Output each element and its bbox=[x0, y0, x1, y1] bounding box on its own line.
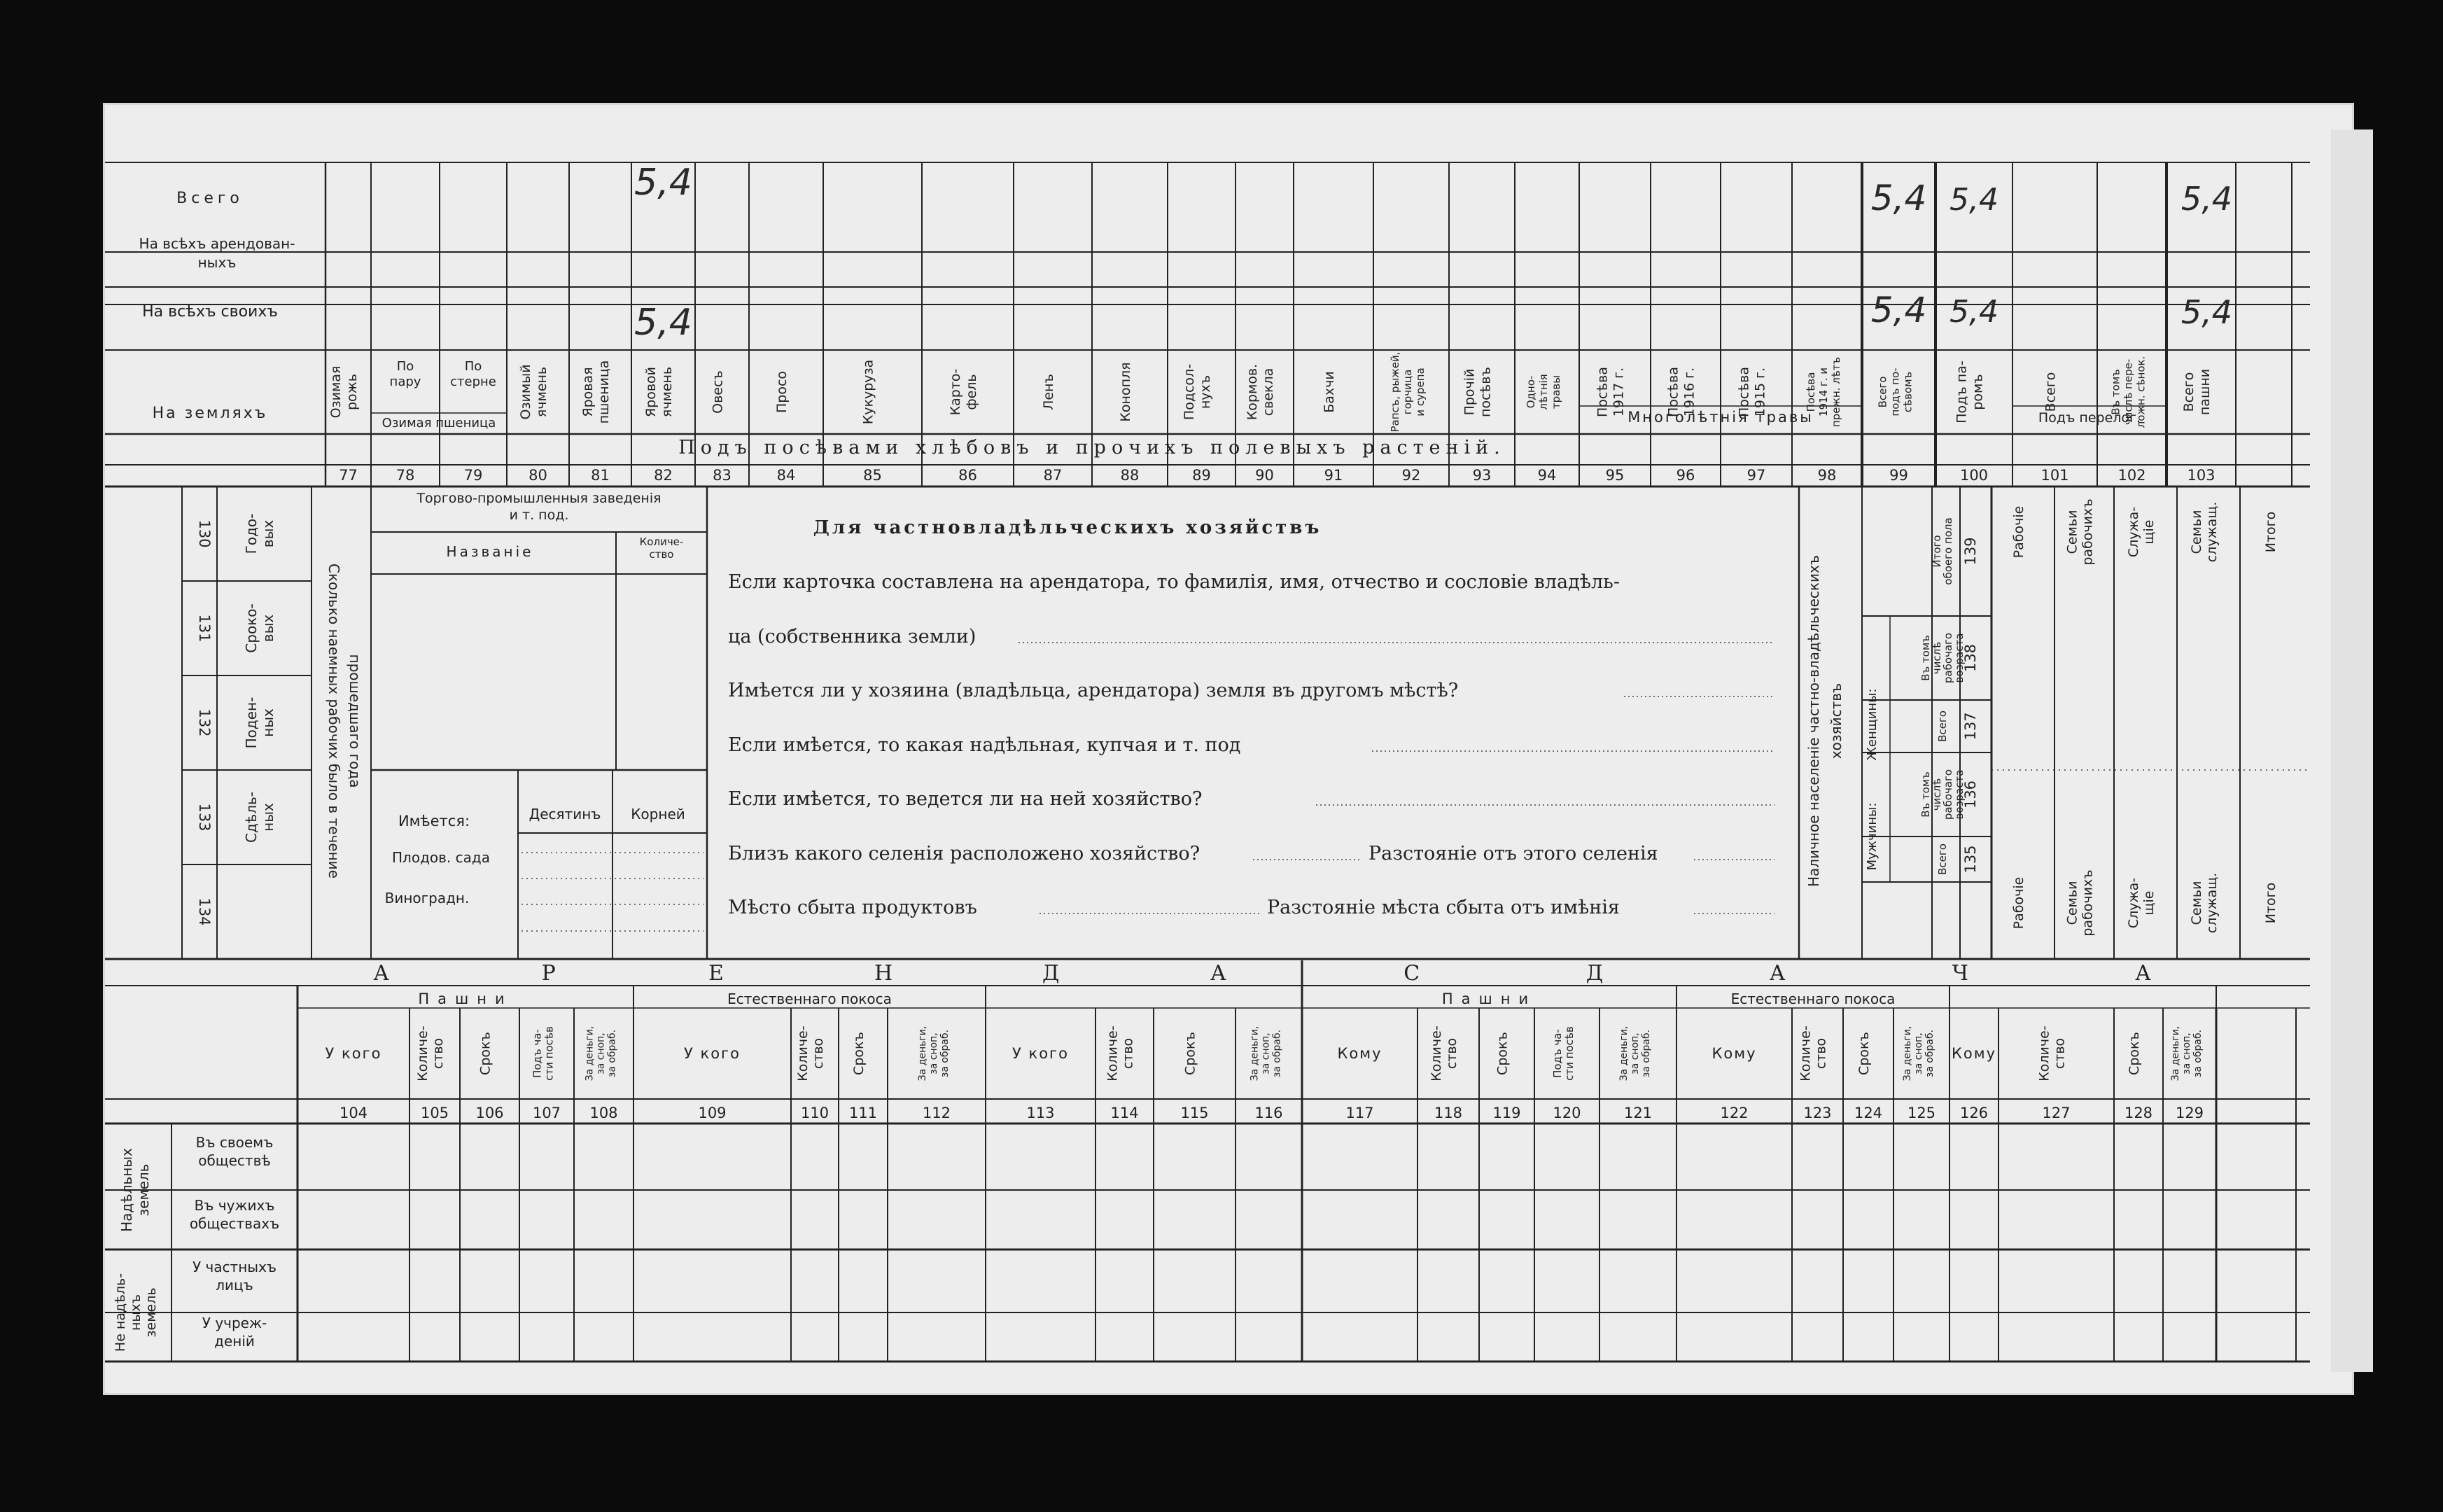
bottom-column-header: Кому bbox=[1712, 1045, 1757, 1062]
row-label-svoih: На всѣхъ своихъ bbox=[142, 303, 278, 321]
column-header: 1916 г. bbox=[1681, 367, 1698, 417]
column-number: 103 bbox=[2187, 467, 2216, 484]
left-column-number: 134 bbox=[196, 897, 213, 926]
column-header: Кормов. bbox=[1245, 363, 1261, 421]
column-header: Посѣва bbox=[1736, 367, 1752, 417]
column-number: 85 bbox=[863, 467, 882, 484]
column-header: посѣвъ bbox=[1478, 367, 1494, 417]
bottom-row-label: лицъ bbox=[216, 1277, 253, 1294]
workers-column-header: служащ. bbox=[2204, 501, 2220, 563]
question-text: Имѣется ли у хозяина (владѣльца, арендатора) земля въ другомъ мѣстѣ? bbox=[728, 680, 1459, 701]
column-number: 92 bbox=[1401, 467, 1421, 484]
bottom-column-number: 122 bbox=[1720, 1105, 1749, 1121]
bottom-column-header: Подъ ча- bbox=[531, 1029, 544, 1078]
column-number: 98 bbox=[1817, 467, 1837, 484]
column-number: 99 bbox=[1889, 467, 1908, 484]
bottom-column-number: 121 bbox=[1623, 1105, 1653, 1121]
column-header: ячмень bbox=[533, 366, 550, 418]
bottom-column-number: 119 bbox=[1492, 1105, 1521, 1121]
column-header: и сурепа bbox=[1414, 368, 1427, 416]
population-column-number: 137 bbox=[1962, 712, 1979, 741]
bottom-column-header: за сноп, bbox=[1630, 1032, 1641, 1074]
bottom-column-header: за сноп, bbox=[1260, 1032, 1272, 1074]
column-header: 1917 г. bbox=[1611, 367, 1627, 417]
population-column-header: обоего пола bbox=[1942, 517, 1954, 585]
column-header: пшеница bbox=[596, 360, 612, 424]
left-column-number: 132 bbox=[196, 708, 213, 737]
hw-vsego-99: 5,4 bbox=[1870, 178, 1927, 218]
bottom-column-header: За деньги, bbox=[584, 1026, 596, 1082]
workers-column-header: Семьи bbox=[2064, 881, 2080, 925]
column-header: ложн. сѣнок. bbox=[2134, 356, 2148, 428]
bottom-column-number: 106 bbox=[475, 1105, 504, 1121]
pokos-label: Естественнаго покоса bbox=[1730, 990, 1896, 1007]
column-number: 90 bbox=[1255, 467, 1274, 484]
population-caption: хозяйствъ bbox=[1828, 682, 1844, 760]
column-header: Посѣва bbox=[1595, 367, 1611, 417]
column-number: 77 bbox=[339, 467, 358, 484]
arenda-letter: А bbox=[1210, 961, 1226, 986]
question-text: Мѣсто сбыта продуктовъ bbox=[728, 897, 977, 918]
bottom-column-header: сти посѣв bbox=[542, 1026, 556, 1081]
bottom-column-header: Срокъ bbox=[477, 1032, 493, 1075]
bottom-column-header: Количе- bbox=[1798, 1026, 1814, 1082]
hw-svoih-82: 5,4 bbox=[634, 302, 692, 344]
population-column-header: числѣ bbox=[1931, 778, 1943, 811]
column-header: Всего bbox=[2181, 372, 2197, 412]
column-header: пару bbox=[389, 374, 421, 389]
column-number: 79 bbox=[463, 467, 483, 484]
population-column-header: возраста bbox=[1953, 769, 1966, 820]
bottom-column-header: Кому bbox=[1951, 1045, 1997, 1062]
bottom-column-header: за обраб. bbox=[1271, 1029, 1283, 1078]
column-number: 80 bbox=[528, 467, 547, 484]
question-text: Если карточка составлена на арендатора, то фамилія, имя, отчество и сословіе владѣль- bbox=[728, 571, 1620, 593]
population-column-header: Всего bbox=[1936, 710, 1949, 742]
column-header: Подсол- bbox=[1182, 363, 1198, 421]
population-column-number: 139 bbox=[1962, 537, 1979, 566]
arenda-letter: Д bbox=[1042, 961, 1060, 986]
column-header: лѣтнія bbox=[1537, 374, 1550, 410]
column-header: прежн. лѣтъ bbox=[1830, 356, 1842, 428]
bottom-column-number: 107 bbox=[532, 1105, 561, 1121]
population-column-header: рабочаго bbox=[1942, 632, 1954, 684]
workers-column-header: Семьи bbox=[2189, 881, 2204, 925]
population-column-number: 135 bbox=[1962, 845, 1979, 874]
left-column-label: вых bbox=[260, 519, 276, 548]
bottom-row-label: деній bbox=[214, 1333, 255, 1350]
column-header: рожь bbox=[344, 374, 360, 410]
hw-vsego-103: 5,4 bbox=[2180, 180, 2233, 218]
column-header: 1914 г. и bbox=[1817, 367, 1830, 417]
pashni-label: Пашни bbox=[418, 990, 513, 1007]
bottom-column-number: 111 bbox=[848, 1105, 878, 1121]
bottom-column-header: ство bbox=[1443, 1037, 1460, 1070]
bottom-column-header: за обраб. bbox=[1641, 1029, 1653, 1078]
column-number: 95 bbox=[1605, 467, 1625, 484]
bottom-column-header: за обраб. bbox=[2192, 1029, 2204, 1078]
bottom-column-number: 108 bbox=[589, 1105, 618, 1121]
bottom-column-header: Срокъ bbox=[2127, 1032, 2142, 1075]
column-header: Озимый bbox=[518, 364, 534, 420]
hired-workers-caption: Сколько наемных рабочих было в течение bbox=[326, 564, 342, 878]
column-number: 87 bbox=[1043, 467, 1063, 484]
arenda-letter: Н bbox=[874, 961, 893, 986]
bottom-column-header: ство bbox=[1813, 1037, 1829, 1070]
bottom-column-number: 127 bbox=[2042, 1105, 2071, 1121]
left-column-number: 130 bbox=[196, 519, 213, 548]
question-text: Разстояніе отъ этого селенія bbox=[1368, 843, 1658, 864]
workers-column-header: рабочихъ bbox=[2080, 869, 2096, 937]
bottom-column-header: У кого bbox=[684, 1045, 741, 1062]
column-header: горчица bbox=[1401, 369, 1414, 415]
workers-column-header: Итого bbox=[2263, 882, 2278, 924]
workers-column-header: служащ. bbox=[2204, 872, 2220, 934]
trade-name-header: Названіе bbox=[446, 543, 534, 560]
trade-title: Торгово-промышленныя заведенія bbox=[416, 491, 662, 506]
column-header: Овесъ bbox=[710, 370, 726, 414]
question-text: Если имѣется, то какая надѣльная, купчая и т. под bbox=[728, 734, 1241, 756]
workers-column-header: щіе bbox=[2141, 890, 2157, 916]
bottom-column-number: 113 bbox=[1026, 1105, 1055, 1121]
bottom-column-number: 123 bbox=[1803, 1105, 1832, 1121]
bottom-column-number: 126 bbox=[1959, 1105, 1989, 1121]
column-number: 84 bbox=[776, 467, 796, 484]
sdacha-letter: А bbox=[1769, 961, 1786, 986]
column-number: 81 bbox=[591, 467, 610, 484]
bottom-column-header: За деньги, bbox=[2169, 1026, 2181, 1082]
bottom-row-label: обществѣ bbox=[198, 1152, 271, 1169]
bottom-column-header: У кого bbox=[325, 1045, 382, 1062]
column-header: числѣ пере- bbox=[2122, 358, 2135, 426]
column-header: Карто- bbox=[948, 368, 964, 416]
bottom-column-header: за сноп, bbox=[928, 1032, 939, 1074]
nadel-group-label: земель bbox=[135, 1163, 152, 1217]
column-header: Одно- bbox=[1525, 375, 1537, 409]
population-column-header: Въ томъ bbox=[1919, 635, 1932, 681]
column-header: нухъ bbox=[1197, 374, 1213, 410]
workers-column-header: щіе bbox=[2141, 519, 2157, 545]
hw-vsego-100: 5,4 bbox=[1949, 182, 1998, 218]
row-label-vsego: Всего bbox=[176, 190, 244, 207]
column-number: 100 bbox=[1959, 467, 1989, 484]
nadel-group-label: Надѣльных bbox=[118, 1148, 135, 1232]
left-column-label: ных bbox=[260, 708, 276, 737]
column-header: пашни bbox=[2197, 368, 2213, 416]
bottom-column-header: За деньги, bbox=[1901, 1026, 1913, 1082]
column-header: Ленъ bbox=[1041, 374, 1056, 410]
bottom-column-header: Количе- bbox=[1105, 1026, 1121, 1082]
group-perelog-label: Подъ перелог. bbox=[2038, 410, 2141, 426]
left-column-label: Поден- bbox=[243, 696, 260, 749]
population-column-number: 136 bbox=[1962, 780, 1979, 809]
bottom-column-header: за сноп, bbox=[2181, 1032, 2192, 1074]
bottom-column-header: За деньги, bbox=[916, 1026, 928, 1082]
bottom-column-header: ство bbox=[810, 1037, 826, 1070]
sdacha-letter: Д bbox=[1586, 961, 1604, 986]
column-number: 93 bbox=[1472, 467, 1492, 484]
bottom-column-header: Количе- bbox=[2036, 1026, 2052, 1082]
bottom-column-number: 105 bbox=[420, 1105, 449, 1121]
population-column-number: 138 bbox=[1962, 643, 1979, 673]
column-header: Прочій bbox=[1462, 368, 1478, 416]
population-column-header: числѣ bbox=[1931, 641, 1943, 675]
column-header: Озимая bbox=[328, 365, 344, 419]
bottom-column-header: У кого bbox=[1012, 1045, 1069, 1062]
bottom-column-header: Кому bbox=[1337, 1045, 1382, 1062]
bottom-column-number: 129 bbox=[2175, 1105, 2204, 1121]
workers-column-header: Служа- bbox=[2126, 506, 2141, 558]
column-number: 86 bbox=[958, 467, 977, 484]
bottom-column-header: Количе- bbox=[1429, 1026, 1445, 1082]
pashni-label: Пашни bbox=[1441, 990, 1537, 1007]
bottom-column-number: 114 bbox=[1110, 1105, 1139, 1121]
bottom-column-header: за обраб. bbox=[1924, 1029, 1936, 1078]
population-column-header: Въ томъ bbox=[1919, 771, 1932, 818]
trade-title: и т. под. bbox=[509, 507, 569, 523]
column-header: фель bbox=[963, 374, 979, 410]
bottom-column-header: Срокъ bbox=[1182, 1032, 1198, 1075]
question-text: ца (собственника земли) bbox=[728, 626, 976, 648]
workers-column-header: Семьи bbox=[2189, 510, 2204, 554]
sdacha-letter: Ч bbox=[1952, 961, 1968, 986]
column-header: Яровая bbox=[580, 367, 596, 417]
row-label-zemlyah: На земляхъ bbox=[152, 405, 268, 422]
population-caption: Наличное населеніе частно-владѣльческихъ bbox=[1805, 555, 1822, 887]
bottom-column-header: Подъ ча- bbox=[1550, 1029, 1564, 1078]
column-header: Всего bbox=[2043, 372, 2059, 412]
hired-workers-caption: прошедшаго года bbox=[346, 654, 363, 788]
bottom-column-number: 104 bbox=[339, 1105, 368, 1121]
bottom-column-number: 115 bbox=[1180, 1105, 1209, 1121]
left-column-label: Сдѣль- bbox=[243, 791, 260, 844]
column-header: ромъ bbox=[1970, 374, 1986, 410]
column-header: Просо bbox=[774, 370, 790, 414]
left-column-label: Сроко- bbox=[243, 603, 260, 653]
hw-svoih-103: 5,4 bbox=[2180, 293, 2233, 331]
group-ozimaya-label: Озимая пшеница bbox=[382, 416, 496, 430]
column-header: Кукуруза bbox=[860, 359, 876, 425]
column-number: 91 bbox=[1324, 467, 1343, 484]
question-text: Разстояніе мѣста сбыта отъ имѣнія bbox=[1267, 897, 1620, 918]
bottom-row-label: обществахъ bbox=[189, 1215, 280, 1232]
trade-has-label: Имѣется: bbox=[398, 813, 470, 830]
bottom-row-label: У учреж- bbox=[202, 1315, 267, 1331]
bottom-column-number: 118 bbox=[1434, 1105, 1463, 1121]
column-header: По bbox=[396, 359, 414, 374]
nenadel-group-label: земель bbox=[144, 1287, 159, 1338]
sown-area-banner: Подъ посѣвами хлѣбовъ и прочихъ полевыхъ растеній. bbox=[678, 437, 1506, 458]
column-header: 1915 г. bbox=[1752, 367, 1768, 417]
nenadel-group-label: Не надѣль- bbox=[113, 1273, 128, 1352]
bottom-column-header: за обраб. bbox=[606, 1029, 618, 1078]
left-column-label: вых bbox=[260, 614, 276, 643]
column-number: 88 bbox=[1120, 467, 1140, 484]
trade-qty-header: ство bbox=[649, 548, 674, 561]
bottom-column-header: за сноп, bbox=[1913, 1032, 1924, 1074]
column-number: 97 bbox=[1746, 467, 1766, 484]
column-header: Посѣва bbox=[1805, 372, 1817, 412]
question-text: Если имѣется, то ведется ли на ней хозяйство? bbox=[728, 788, 1203, 810]
bottom-row-label: Въ чужихъ bbox=[194, 1197, 275, 1214]
bottom-row-label: У частныхъ bbox=[192, 1259, 277, 1275]
bottom-column-header: за обраб. bbox=[939, 1029, 951, 1078]
arenda-letter: Е bbox=[708, 961, 724, 986]
left-column-label: Годо- bbox=[243, 513, 260, 554]
trade-qty-header: Количе- bbox=[639, 536, 684, 548]
bottom-column-number: 117 bbox=[1345, 1105, 1374, 1121]
column-number: 78 bbox=[396, 467, 415, 484]
arenda-letter: А bbox=[373, 961, 389, 986]
bottom-column-header: Количе- bbox=[795, 1026, 811, 1082]
workers-column-header: рабочихъ bbox=[2080, 498, 2096, 566]
bottom-column-header: Срокъ bbox=[1856, 1032, 1872, 1075]
bottom-column-number: 112 bbox=[922, 1105, 951, 1121]
left-column-number: 131 bbox=[196, 614, 213, 643]
bottom-column-header: Количе- bbox=[415, 1026, 431, 1082]
workers-column-header: Итого bbox=[2263, 511, 2278, 553]
row-label-arend: На всѣхъ арендован- bbox=[139, 235, 295, 252]
left-column-number: 133 bbox=[196, 803, 213, 832]
workers-column-header: Служа- bbox=[2126, 877, 2141, 929]
column-header: Рапсъ, рыжей, bbox=[1389, 351, 1401, 433]
trade-korney-header: Корней bbox=[631, 806, 685, 822]
trade-vineyard-label: Виноградн. bbox=[384, 890, 470, 906]
hw-vsego-82: 5,4 bbox=[634, 162, 692, 204]
hw-svoih-99: 5,4 bbox=[1870, 290, 1927, 330]
bottom-column-header: За деньги, bbox=[1618, 1026, 1630, 1082]
column-header: свекла bbox=[1260, 368, 1276, 416]
bottom-column-header: сти посѣв bbox=[1563, 1026, 1576, 1081]
column-header: сѣвомъ bbox=[1901, 371, 1914, 413]
women-label: Женщины: bbox=[1865, 688, 1879, 761]
bottom-column-number: 110 bbox=[800, 1105, 830, 1121]
bottom-column-number: 120 bbox=[1553, 1105, 1581, 1121]
hw-svoih-100: 5,4 bbox=[1949, 294, 1998, 330]
bottom-column-header: ство bbox=[1120, 1037, 1136, 1070]
column-header: Посѣва bbox=[1665, 367, 1681, 417]
nenadel-group-label: ныхъ bbox=[128, 1294, 144, 1331]
arenda-letter: Р bbox=[541, 961, 556, 986]
left-column-label: ных bbox=[260, 803, 276, 832]
column-number: 94 bbox=[1537, 467, 1557, 484]
column-header: Бахчи bbox=[1322, 371, 1337, 413]
bottom-column-header: ство bbox=[430, 1037, 446, 1070]
bottom-column-number: 124 bbox=[1854, 1105, 1883, 1121]
column-number: 89 bbox=[1192, 467, 1211, 484]
bottom-column-header: За деньги, bbox=[1249, 1026, 1261, 1082]
column-number: 83 bbox=[713, 467, 732, 484]
trade-desyatin-header: Десятинъ bbox=[528, 806, 601, 822]
column-header: стерне bbox=[450, 374, 496, 389]
workers-column-header: Рабочіе bbox=[2011, 876, 2026, 930]
bottom-column-header: Срокъ bbox=[851, 1032, 867, 1075]
column-header: травы bbox=[1550, 374, 1562, 410]
population-column-header: Итого bbox=[1931, 535, 1943, 568]
men-label: Мужчины: bbox=[1865, 802, 1879, 871]
sdacha-letter: А bbox=[2135, 961, 2151, 986]
population-column-header: Всего bbox=[1936, 844, 1949, 875]
population-column-header: рабочаго bbox=[1942, 769, 1954, 820]
trade-garden-label: Плодов. сада bbox=[392, 849, 490, 866]
bottom-column-header: за сноп, bbox=[595, 1032, 607, 1074]
column-header: Въ томъ bbox=[2109, 369, 2122, 415]
column-number: 101 bbox=[2040, 467, 2069, 484]
column-header: Всего bbox=[1876, 376, 1889, 408]
workers-column-header: Рабочіе bbox=[2011, 505, 2026, 559]
group-mnogolet-label: Многолѣтнія травы bbox=[1628, 409, 1814, 426]
bottom-column-number: 128 bbox=[2124, 1105, 2153, 1121]
question-text: Близъ какого селенія расположено хозяйство? bbox=[728, 843, 1200, 864]
column-number: 102 bbox=[2118, 467, 2146, 484]
pokos-label: Естественнаго покоса bbox=[727, 990, 892, 1007]
workers-column-header: Семьи bbox=[2064, 510, 2080, 554]
column-number: 96 bbox=[1676, 467, 1695, 484]
column-header: Яровой bbox=[643, 366, 659, 418]
bottom-column-number: 116 bbox=[1254, 1105, 1283, 1121]
column-header: Конопля bbox=[1118, 362, 1133, 422]
bottom-column-number: 109 bbox=[698, 1105, 727, 1121]
bottom-column-number: 125 bbox=[1907, 1105, 1936, 1121]
bottom-column-header: ство bbox=[2052, 1037, 2068, 1070]
column-header: По bbox=[464, 359, 482, 374]
bottom-row-label: Въ своемъ bbox=[195, 1134, 274, 1151]
column-header: ячмень bbox=[659, 366, 675, 418]
column-header: подъ по- bbox=[1889, 368, 1902, 416]
column-number: 82 bbox=[654, 467, 673, 484]
column-header: Подъ па- bbox=[1954, 360, 1970, 424]
sdacha-letter: С bbox=[1404, 961, 1420, 986]
row-label-arend: ныхъ bbox=[197, 254, 237, 271]
private-farms-title: Для частновладѣльческихъ хозяйствъ bbox=[813, 517, 1322, 538]
population-column-header: возраста bbox=[1953, 633, 1966, 683]
bottom-column-header: Срокъ bbox=[1494, 1032, 1511, 1075]
